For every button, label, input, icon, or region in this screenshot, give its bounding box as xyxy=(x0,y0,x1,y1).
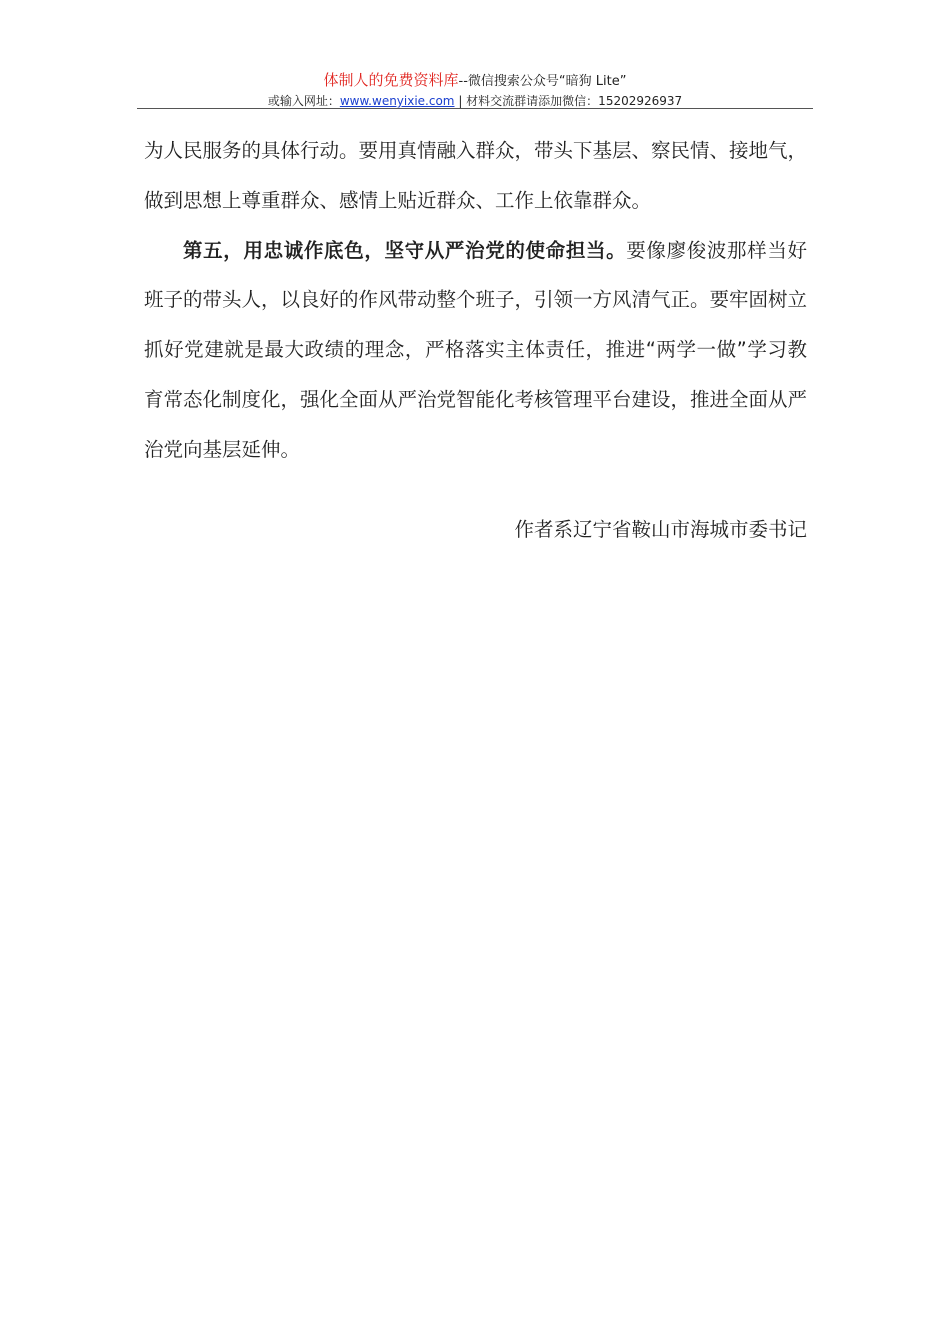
page-header xyxy=(137,70,813,110)
paragraph-2 xyxy=(144,226,807,475)
header-title: 体制人的免费资料库 xyxy=(323,71,459,89)
author-signature: 作者系辽宁省鞍山市海城市委书记 xyxy=(514,518,807,541)
paragraph-2-heading: 第五，用忠诚作底色，坚守从严治党的使命担当。 xyxy=(183,238,627,262)
header-divider xyxy=(137,108,813,109)
document-body xyxy=(144,126,807,475)
header-subtitle: --微信搜索公众号“暗狗 Lite” xyxy=(458,74,627,89)
website-link[interactable]: www.wenyixie.com xyxy=(339,94,455,108)
header-line-1 xyxy=(137,70,813,92)
paragraph-2-text: 要像廖俊波那样当好班子的带头人，以良好的作风带动整个班子，引领一方风清气正。要牢固树立抓好党建就是最大政绩的理念，严格落实主体责任，推进“两学一做”学习教育常态化制度化，强化全面从严治党智能化考核管理平台建设，推进全面从严治党向基层延伸。 xyxy=(144,238,808,461)
header-contact: | 材料交流群请添加微信：15202926937 xyxy=(458,94,683,108)
paragraph-1: 为人民服务的具体行动。要用真情融入群众，带头下基层、察民情、接地气，做到思想上尊重群众、感情上贴近群众、工作上依靠群众。 xyxy=(144,139,808,212)
header-url-prefix: 或输入网址： xyxy=(267,94,340,108)
